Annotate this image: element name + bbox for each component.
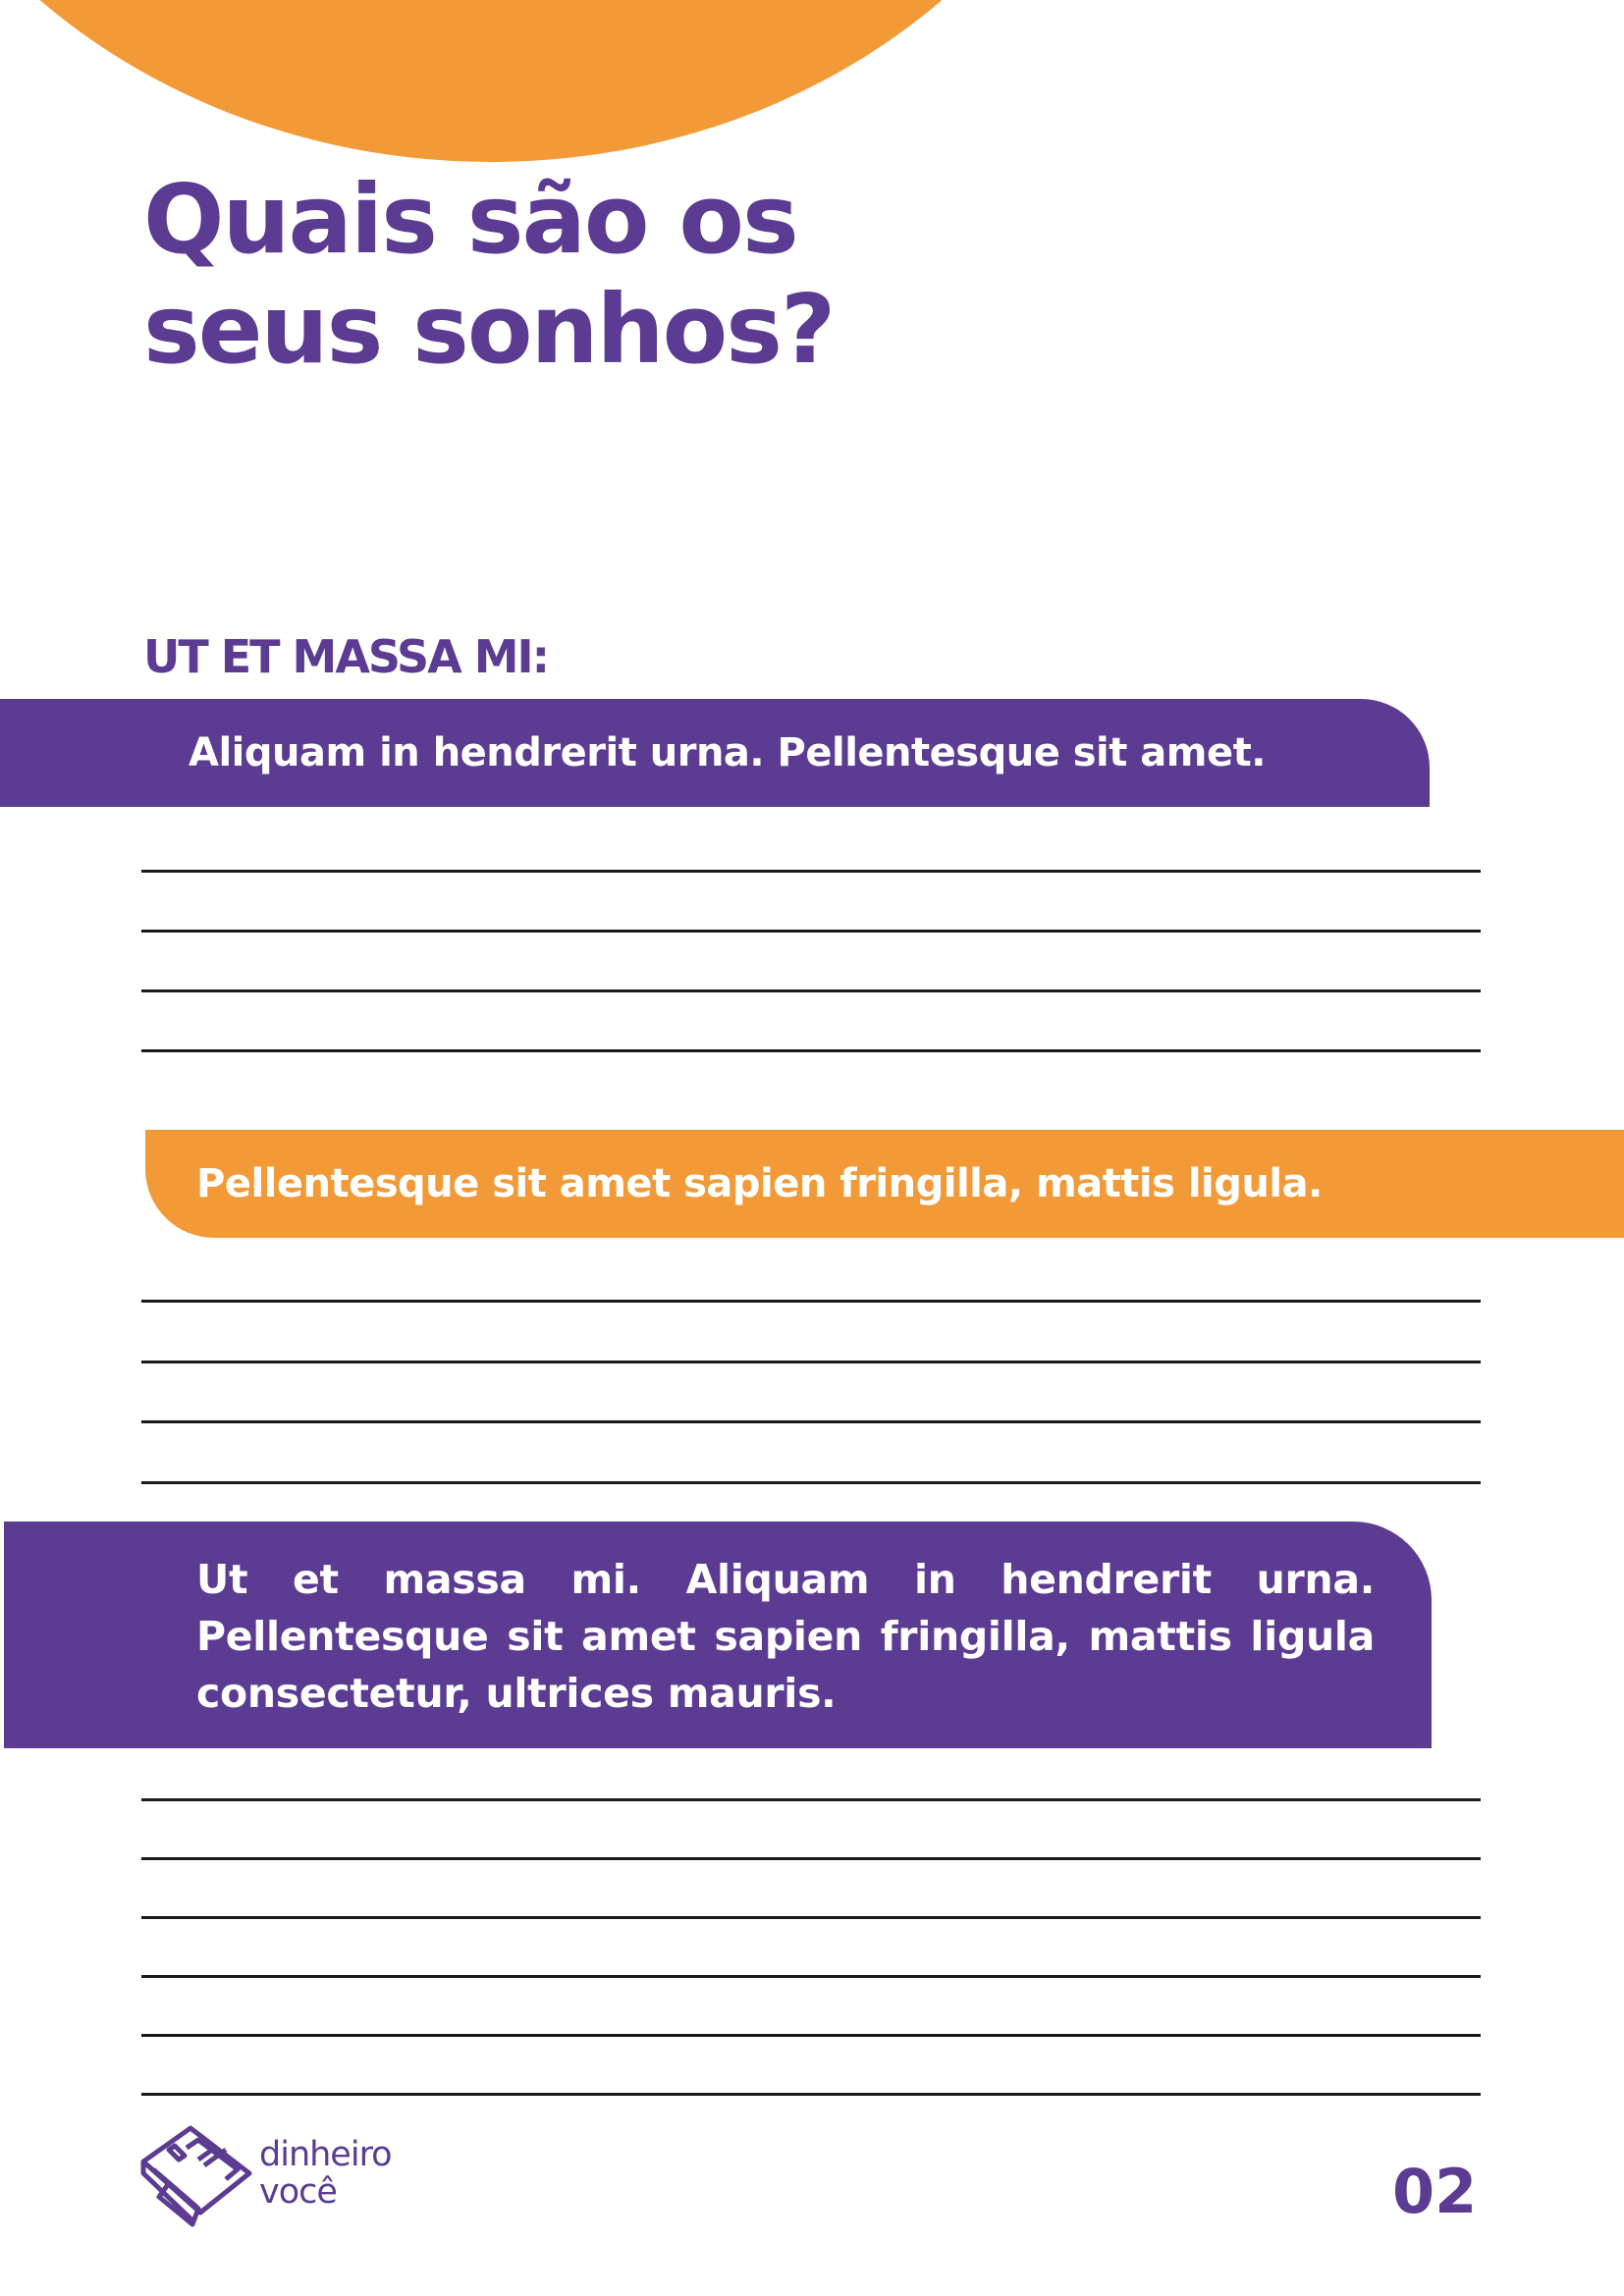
- writing-line[interactable]: [141, 2034, 1481, 2037]
- page-number: 02: [1392, 2156, 1478, 2227]
- writing-line[interactable]: [141, 1975, 1481, 1978]
- prompt-banner-1: [0, 699, 1430, 807]
- prompt-text-2: Pellentesque sit amet sapien fringilla, mattis ligula.: [196, 1161, 1323, 1206]
- writing-line[interactable]: [141, 870, 1481, 873]
- writing-line[interactable]: [141, 930, 1481, 933]
- writing-line[interactable]: [141, 1798, 1481, 1801]
- writing-line[interactable]: [141, 1420, 1481, 1423]
- writing-lines-3: [141, 1798, 1481, 2103]
- brand-wordmark: [259, 2136, 392, 2211]
- decorative-orange-shape: [0, 0, 1139, 162]
- brand-logo: [139, 2122, 414, 2230]
- banknote-stack-logo-icon: [139, 2122, 255, 2230]
- page-title-line-1: Quais são os: [143, 164, 797, 275]
- writing-line[interactable]: [141, 989, 1481, 992]
- writing-line[interactable]: [141, 2093, 1481, 2096]
- section-subtitle: UT ET MASSA MI:: [143, 630, 549, 683]
- writing-line[interactable]: [141, 1049, 1481, 1052]
- writing-line[interactable]: [141, 1916, 1481, 1919]
- brand-wordmark-line-1: dinheiro: [259, 2135, 392, 2174]
- prompt-text-1: Aliquam in hendrerit urna. Pellentesque sit amet.: [189, 730, 1266, 775]
- prompt-banner-2: [145, 1130, 1624, 1238]
- writing-lines-1: [141, 870, 1481, 1056]
- page-title: [143, 165, 834, 385]
- writing-line[interactable]: [141, 1300, 1481, 1303]
- writing-line[interactable]: [141, 1481, 1481, 1484]
- prompt-banner-3: [4, 1522, 1432, 1748]
- brand-wordmark-line-2: você: [259, 2172, 337, 2212]
- writing-line[interactable]: [141, 1361, 1481, 1363]
- prompt-text-3: Ut et massa mi. Aliquam in hendrerit urna. Pellentesque sit amet sapien fringilla, mattis ligula consectetur, ultrices mauris.: [196, 1556, 1375, 1717]
- writing-line[interactable]: [141, 1857, 1481, 1860]
- writing-lines-2: [141, 1300, 1481, 1486]
- page-title-line-2: seus sonhos?: [143, 274, 835, 385]
